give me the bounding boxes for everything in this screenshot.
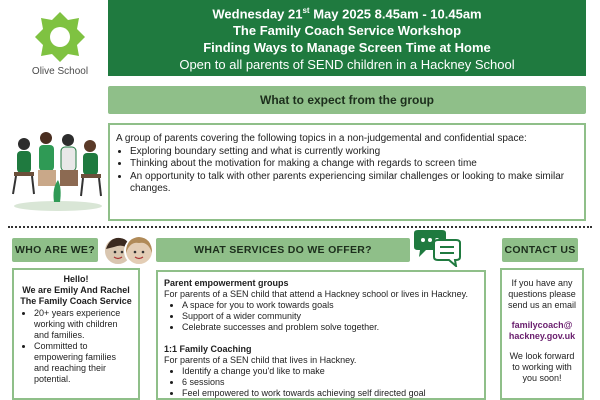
expect-topic-list: [130, 146, 576, 196]
olive-school-emblem-icon: [33, 10, 87, 64]
contact-closing: We look forward to working with you soon!: [509, 351, 575, 383]
service-list: [182, 366, 478, 399]
contact-panel: [500, 268, 584, 400]
service-title: 1:1 Family Coaching: [164, 344, 252, 354]
event-title: The Family Coach Service Workshop: [232, 23, 462, 39]
chat-bubbles-icon: [412, 229, 462, 267]
list-item: • Feel empowered to work towards achieving self directed goal: [182, 388, 478, 399]
list-item: • Support of a wider community: [182, 311, 478, 322]
parents-group-illustration-icon: [8, 114, 108, 214]
who-list: [34, 308, 132, 385]
expect-heading: What to expect from the group: [108, 86, 586, 114]
list-item: • 6 sessions: [182, 377, 478, 388]
list-item: • Celebrate successes and problem solve together.: [182, 322, 478, 333]
services-panel: [156, 270, 486, 400]
list-item: • Committed to empowering families and reaching their potential.: [34, 341, 132, 385]
services-tag: WHAT SERVICES DO WE OFFER?: [156, 238, 410, 262]
list-item: • 20+ years experience working with children and families.: [34, 308, 132, 341]
service-list: [182, 300, 478, 333]
event-header: [108, 0, 586, 76]
olive-school-logo: [22, 10, 98, 90]
contact-email-link[interactable]: familycoach@ hackney.gov.uk: [508, 320, 576, 341]
service-description: For parents of a SEN child that attend a Hackney school or lives in Hackney.: [164, 289, 468, 299]
service-name: The Family Coach Service: [20, 296, 132, 306]
list-item: • Exploring boundary setting and what is currently working: [130, 146, 576, 159]
contact-us-tag: CONTACT US: [502, 238, 578, 262]
event-subtitle: Finding Ways to Manage Screen Time at Home: [203, 40, 491, 56]
who-are-we-tag: WHO ARE WE?: [12, 238, 98, 262]
who-are-we-panel: [12, 268, 140, 400]
contact-prompt: If you have any questions please send us an email: [507, 278, 577, 310]
service-description: For parents of a SEN child that lives in Hackney.: [164, 355, 357, 365]
coach-avatars: [102, 235, 154, 267]
coach-names: We are Emily And Rachel: [22, 285, 130, 295]
list-item: • Identify a change you'd like to make: [182, 366, 478, 377]
logo-text: Olive School: [31, 66, 89, 77]
expect-description: [108, 123, 586, 221]
service-title: Parent empowerment groups: [164, 278, 289, 288]
list-item: • A space for you to work towards goals: [182, 300, 478, 311]
event-date: Wednesday 21st May 2025 8.45am - 10.45am: [212, 6, 482, 22]
event-audience: Open to all parents of SEND children in a Hackney School: [179, 57, 515, 73]
list-item: • Thinking about the motivation for making a change with regards to screen time: [130, 158, 576, 171]
section-divider: [8, 226, 592, 228]
expect-intro: A group of parents covering the following topics in a non-judgemental and confidential space:: [116, 133, 527, 144]
greeting: Hello!: [63, 274, 89, 284]
list-item: • An opportunity to talk with other parents experiencing similar challenges or looking to make similar changes.: [130, 171, 576, 196]
